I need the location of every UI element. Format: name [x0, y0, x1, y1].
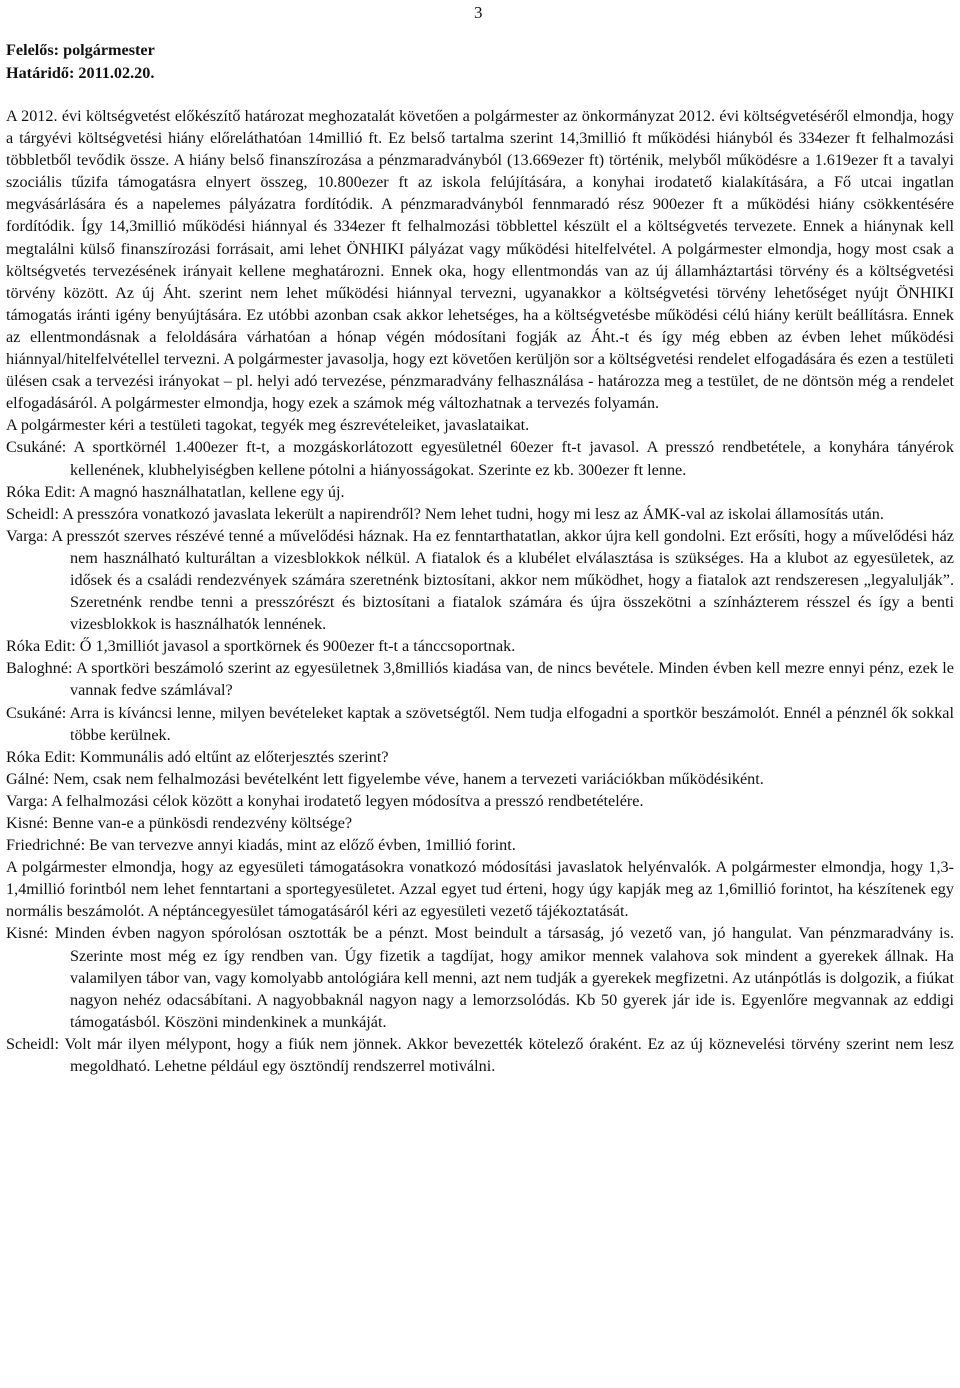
responsible-line: Felelős: polgármester	[6, 41, 155, 59]
speech-item: Scheidl: A presszóra vonatkozó javaslata lekerült a napirendről? Nem lehet tudni, hogy mi lesz az ÁMK-val az iskolai államosítás után.	[6, 504, 884, 523]
speech-item: Gálné: Nem, csak nem felhalmozási bevételként lett figyelembe véve, hanem a tervezeti variációkban működésiként.	[6, 769, 764, 788]
speech-item: Róka Edit: Ő 1,3milliót javasol a sportkörnek és 900ezer ft-t a tánccsoportnak.	[6, 637, 516, 656]
speech-item: Friedrichné: Be van tervezve annyi kiadás, mint az előző évben, 1millió forint.	[6, 836, 516, 855]
speech-item: Róka Edit: Kommunális adó eltűnt az előterjesztés szerint?	[6, 747, 389, 766]
intro-paragraph: A 2012. évi költségvetést előkészítő határozat meghozatalát követően a polgármester az önkormányzat 2012. évi költségvetéséről elmondja, hogy a tárgyévi költségvetési hiány előreláthatóan 14millió ft. Ez belső tartalma szerint 14,3millió ft működési hiányból és 334ezer ft felhalmozási többletből tevődik össze. A hiány belső finanszírozása a pénzmaradványból (13.669ezer ft) történik, melyből működésre a 1.619ezer ft a tavalyi szociális tűzifa támogatásra elnyert összeg, 10.800ezer ft az iskola felújítására, a konyhai irodatető kialakítására, a Fő utcai ingatlan megvásárlására és a napelemes pályázatra fordítódik. A pénzmaradványból fennmaradó rész 900ezer ft a működési hiány csökkentésére fordítódik. Így 14,3millió működési hiánnyal és 334ezer ft felhalmozási többlettel készült el a költségvetés tervezete. Ennek a hiánynak kell megtalálni külső finanszírozási forrásait, ami lehet ÖNHIKI pályázat vagy működési hitelfelvétel. A polgármester elmondja, hogy most csak a költségvetés tervezésének irányait kellene meghatározni. Ennek oka, hogy ellentmondás van az új államháztartási törvény és a költségvetési törvény között. Az új Áht. szerint nem lehet működési hiánnyal tervezni, ugyanakkor a költségvetési törvény lehetőséget nyújt ÖNHIKI támogatás iránti igény benyújtására. Ez utóbbi azonban csak akkor lehetséges, ha a költségvetésbe működési célú hiány került beállításra. Ennek az ellentmondásnak a feloldására várhatóan a hónap végén módosítani fogják az Áht.-t és így még ebben az évben lehet működési hiánnyal/hitelfelvétellel tervezni. A polgármester javasolja, hogy ezt követően kerüljön sor a költségvetési rendelet elfogadására és ezen a testületi ülésen csak a tervezési irányokat – pl. helyi adó tervezése, pénzmaradvány felhasználása - határozza meg a testület, de ne döntsön még a rendelet elfogadásáról. A polgármester elmondja, hogy ezek a számok még változhatnak a tervezés folyamán.	[6, 107, 954, 413]
request-paragraph: A polgármester kéri a testületi tagokat, tegyék meg észrevételeiket, javaslataikat.	[6, 416, 530, 435]
speech-item: Róka Edit: A magnó használhatatlan, kellene egy új.	[6, 482, 345, 501]
document-body	[6, 105, 954, 1077]
deadline-line: Határidő: 2011.02.20.	[6, 64, 155, 82]
mayor-paragraph: A polgármester elmondja, hogy az egyesületi támogatásokra vonatkozó módosítási javaslatok helyénvalók. A polgármester elmondja, hogy 1,3-1,4millió forintból nem lehet fenntartani a sportegyesületet. Azzal egyet tud érteni, hogy úgy kapják meg az 1,6millió forintot, ha készítenek egy normális beszámolót. A néptáncegyesület támogatásáról kéri az egyesületi vezető tájékoztatását.	[6, 858, 954, 921]
speech-item: Kisné: Minden évben nagyon spórolósan osztották be a pénzt. Most beindult a társaság, jó vezető van, jó hangulat. Van pénzmaradvány is. Szerinte most még ez így rendben van. Úgy fizetik a tagdíjat, hogy amikor mennek valahova sok mindent a gyerekek állnak. Ha valamilyen tábor van, vagy komolyabb antológiára kell menni, azt nem tudják a gyerekek megfizetni. Az utánpótlás is dolgozik, a fiúkat nagyon nehéz odacsábítani. A nagyobbaknál nagyon nagy a lemorzsolódás. Kb 50 gyerek jár ide is. Egyenlőre megvannak az eddigi támogatásból. Köszöni mindenkinek a munkáját.	[6, 924, 954, 1031]
speech-item: Varga: A felhalmozási célok között a konyhai irodatető legyen módosítva a presszó rendbetételére.	[6, 791, 644, 810]
speech-item: Scheidl: Volt már ilyen mélypont, hogy a fiúk nem jönnek. Akkor bevezették kötelező óraként. Ez az új köznevelési törvény szerint nem lesz megoldható. Lehetne például egy ösztöndíj rendszerrel motiválni.	[6, 1034, 954, 1076]
speech-item: Csukáné: Arra is kíváncsi lenne, milyen bevételeket kaptak a szövetségtől. Nem tudja elfogadni a sportkör beszámolót. Ennél a pénznél ők sokkal többe kerülnek.	[6, 703, 954, 744]
speech-item: Varga: A presszót szerves részévé tenné a művelődési háznak. Ha ez fenntarthatatlan, akkor újra kell gondolni. Ezt erősíti, hogy a művelődési ház nem használható kulturáltan a vizesblokkok nélkül. A fiatalok és a klubélet elválasztása is szükséges. Ha a klubot az egyesületek, az idősek és a családi rendezvények számára szeretnénk biztosítani, akkor nem működhet, hogy a fiatalok azt rendszeresen „legyalulják”. Szeretnénk rendbe tenni a presszórészt és biztosítani a fiatalok számára és újra összekötni a színházterem résszel és így a benti vizesblokkok is használhatók lennének.	[6, 526, 954, 634]
document-header	[6, 39, 155, 85]
page-number: 3	[474, 3, 483, 22]
speech-item: Kisné: Benne van-e a pünkösdi rendezvény költsége?	[6, 814, 353, 832]
speech-item: Csukáné: A sportkörnél 1.400ezer ft-t, a mozgáskorlátozott egyesületnél 60ezer ft-t javasol. A presszó rendbetétele, a konyhára tányérok kellenének, klubhelyiségben kellene pótolni a hiányosságokat. Szerinte ez kb. 300ezer ft lenne.	[6, 438, 954, 479]
speech-item: Baloghné: A sportköri beszámoló szerint az egyesületnek 3,8milliós kiadása van, de nincs bevétele. Minden évben kell mezre ennyi pénz, ezek le vannak fedve számlával?	[6, 659, 954, 700]
